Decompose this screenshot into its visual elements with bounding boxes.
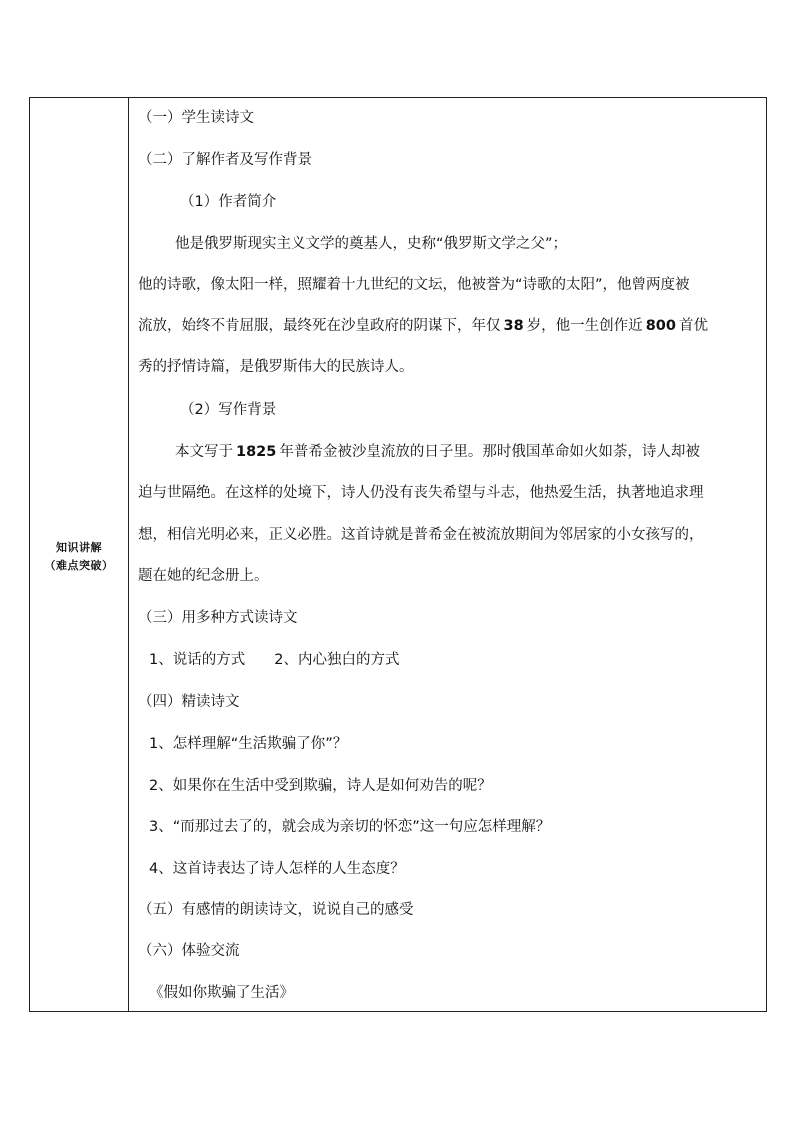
background-line-1	[175, 442, 700, 462]
author-text-segment: 流放，始终不肯屈服，最终死在沙皇政府的阴谋下，年仅	[138, 318, 501, 334]
author-paragraph-2-line-1: 他的诗歌，像太阳一样，照耀着十九世纪的文坛，他被誉为“诗歌的太阳”，他曾两度被	[138, 277, 690, 293]
background-line-4: 题在她的纪念册上。	[138, 568, 269, 584]
subsection-heading-author: （1）作者简介	[180, 194, 277, 210]
author-age-value: 38	[503, 318, 524, 334]
author-text-segment: 岁，他一生创作近	[526, 318, 643, 334]
poem-title: 《假如你欺骗了生活》	[149, 985, 294, 1001]
author-works-count: 800	[645, 318, 676, 334]
subsection-heading-background: （2）写作背景	[180, 402, 277, 418]
section-heading-6: （六）体验交流	[138, 943, 240, 959]
background-line-2: 迫与世隔绝。在这样的处境下，诗人仍没有丧失希望与斗志，他热爱生活，执著地追求理	[138, 485, 704, 501]
section-label-main: 知识讲解	[56, 540, 102, 554]
author-paragraph-2-line-2	[138, 316, 708, 336]
question-1: 1、怎样理解“生活欺骗了你”？	[149, 736, 348, 752]
background-text-segment: 年普希金被沙皇流放的日子里。那时俄国革命如火如荼，诗人却被	[279, 444, 700, 460]
section-label-sub: （难点突破）	[44, 558, 114, 572]
section-heading-4: （四）精读诗文	[138, 694, 240, 710]
question-2: 2、如果你在生活中受到欺骗，诗人是如何劝告的呢？	[149, 778, 492, 794]
reading-methods: 1、说话的方式 2、内心独白的方式	[149, 652, 400, 668]
question-3: 3、“而那过去了的，就会成为亲切的怀恋”这一句应怎样理解？	[149, 819, 551, 835]
section-heading-5: （五）有感情的朗读诗文，说说自己的感受	[138, 902, 414, 918]
author-text-segment: 首优	[678, 318, 708, 334]
background-text-segment: 本文写于	[175, 444, 233, 460]
background-year: 1825	[236, 444, 277, 460]
author-paragraph-2-line-3: 秀的抒情诗篇，是俄罗斯伟大的民族诗人。	[138, 359, 414, 375]
content-cell	[129, 98, 766, 1011]
section-heading-1: （一）学生读诗文	[138, 110, 254, 126]
section-heading-3: （三）用多种方式读诗文	[138, 610, 298, 626]
author-paragraph-1: 他是俄罗斯现实主义文学的奠基人，史称“俄罗斯文学之父”；	[175, 236, 568, 252]
section-label-cell	[30, 98, 129, 1011]
section-heading-2: （二）了解作者及写作背景	[138, 152, 312, 168]
question-4: 4、这首诗表达了诗人怎样的人生态度？	[149, 861, 405, 877]
lesson-table	[29, 97, 767, 1012]
background-line-3: 想，相信光明必来，正义必胜。这首诗就是普希金在被流放期间为邻居家的小女孩写的，	[138, 527, 704, 543]
